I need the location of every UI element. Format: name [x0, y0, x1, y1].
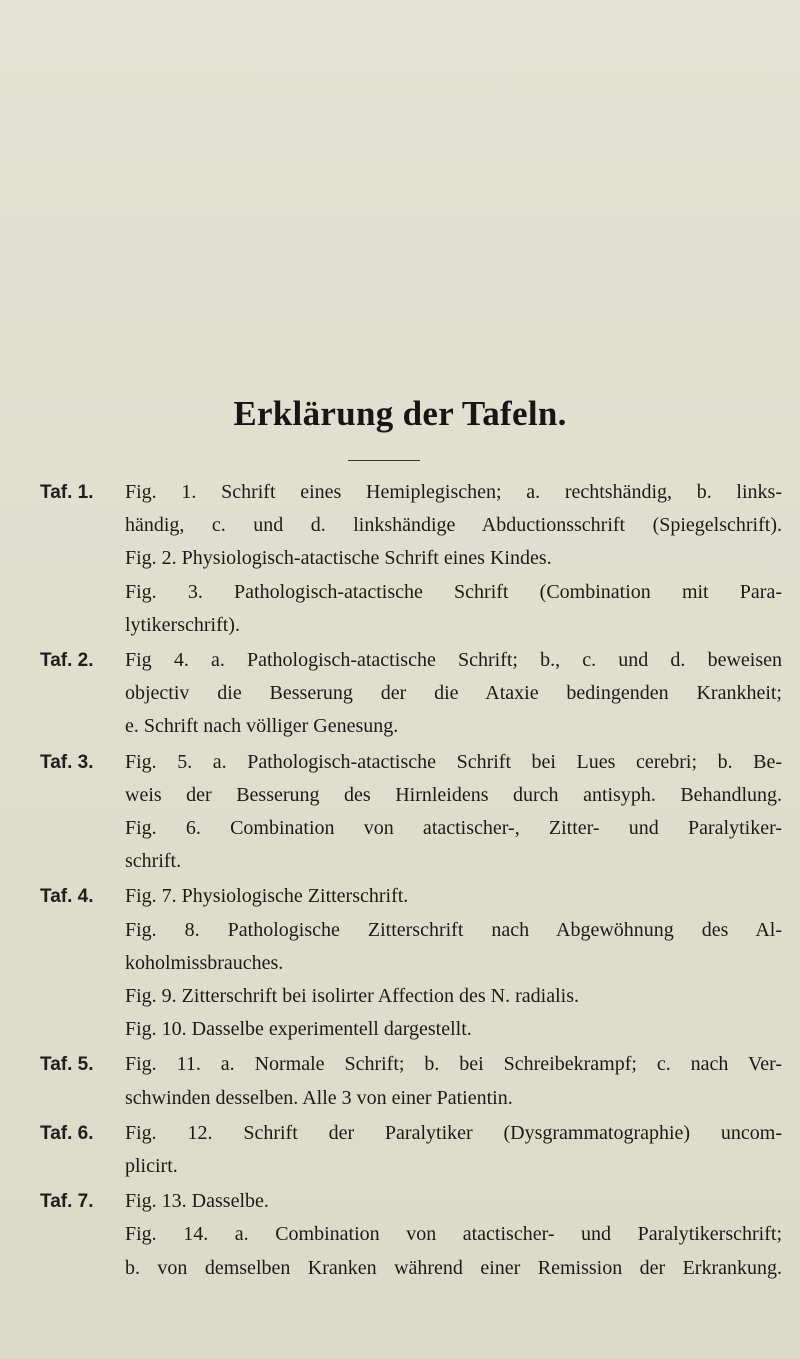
description-line: händig, c. und d. linkshändige Abductionsschrift (Spiegelschrift).	[125, 514, 782, 537]
description-line: Fig. 11. a. Normale Schrift; b. bei Schreibekrampf; c. nach Ver-	[125, 1053, 782, 1076]
plate-label: Taf. 4.	[40, 886, 94, 908]
plate-label: Taf. 2.	[40, 650, 94, 672]
plate-label: Taf. 6.	[40, 1122, 94, 1144]
plate-list	[0, 476, 800, 1287]
description-line: Fig 4. a. Pathologisch-atactische Schrift; b., c. und d. beweisen	[125, 649, 782, 672]
description-line: lytikerschrift).	[125, 613, 240, 636]
description-line: Fig. 10. Dasselbe experimentell dargestellt.	[125, 1018, 472, 1041]
plate-label: Taf. 7.	[40, 1191, 94, 1213]
page-title: Erklärung der Tafeln.	[233, 394, 567, 433]
description-line: schrift.	[125, 850, 182, 873]
plate-description	[125, 644, 800, 744]
title-divider	[348, 460, 420, 461]
description-line: Fig. 9. Zitterschrift bei isolirter Affection des N. radialis.	[125, 985, 579, 1008]
description-line: Fig. 14. a. Combination von atactischer- und Paralytikerschrift;	[125, 1223, 782, 1246]
plate-description	[125, 1117, 800, 1183]
plate-description	[125, 880, 800, 1046]
description-line: Fig. 12. Schrift der Paralytiker (Dysgrammatographie) uncom-	[125, 1121, 782, 1144]
description-line: Fig. 8. Pathologische Zitterschrift nach Abgewöhnung des Al-	[125, 918, 782, 941]
description-line: Fig. 2. Physiologisch-atactische Schrift eines Kindes.	[125, 547, 552, 570]
description-line: Fig. 1. Schrift eines Hemiplegischen; a. rechtshändig, b. links-	[125, 481, 782, 503]
plate-entry	[0, 880, 800, 1046]
plate-description	[125, 1185, 800, 1285]
plate-entry	[0, 1185, 800, 1285]
plate-label: Taf. 5.	[40, 1054, 94, 1076]
description-line: Fig. 13. Dasselbe.	[125, 1190, 269, 1213]
description-line: e. Schrift nach völliger Genesung.	[125, 715, 399, 738]
plate-entry	[0, 746, 800, 879]
description-line: weis der Besserung des Hirnleidens durch antisyph. Behandlung.	[125, 783, 782, 806]
description-line: schwinden desselben. Alle 3 von einer Patientin.	[125, 1086, 513, 1109]
plate-entry	[0, 1048, 800, 1114]
description-line: Fig. 6. Combination von atactischer-, Zitter- und Paralytiker-	[125, 817, 782, 840]
description-line: b. von demselben Kranken während einer Remission der Erkrankung.	[125, 1256, 782, 1279]
plate-description	[125, 746, 800, 879]
plate-label: Taf. 3.	[40, 751, 94, 773]
description-line: Fig. 7. Physiologische Zitterschrift.	[125, 885, 409, 908]
description-line: Fig. 3. Pathologisch-atactische Schrift (Combination mit Para-	[125, 580, 782, 603]
plate-entry	[0, 476, 800, 642]
plate-entry	[0, 1117, 800, 1183]
description-line: koholmissbrauches.	[125, 951, 284, 974]
plate-description	[125, 1048, 800, 1114]
description-line: Fig. 5. a. Pathologisch-atactische Schrift bei Lues cerebri; b. Be-	[125, 750, 782, 773]
plate-description	[125, 476, 800, 642]
plate-entry	[0, 644, 800, 744]
description-line: plicirt.	[125, 1155, 178, 1178]
description-line: objectiv die Besserung der die Ataxie bedingenden Krankheit;	[125, 682, 782, 705]
plate-label: Taf. 1.	[40, 482, 94, 503]
